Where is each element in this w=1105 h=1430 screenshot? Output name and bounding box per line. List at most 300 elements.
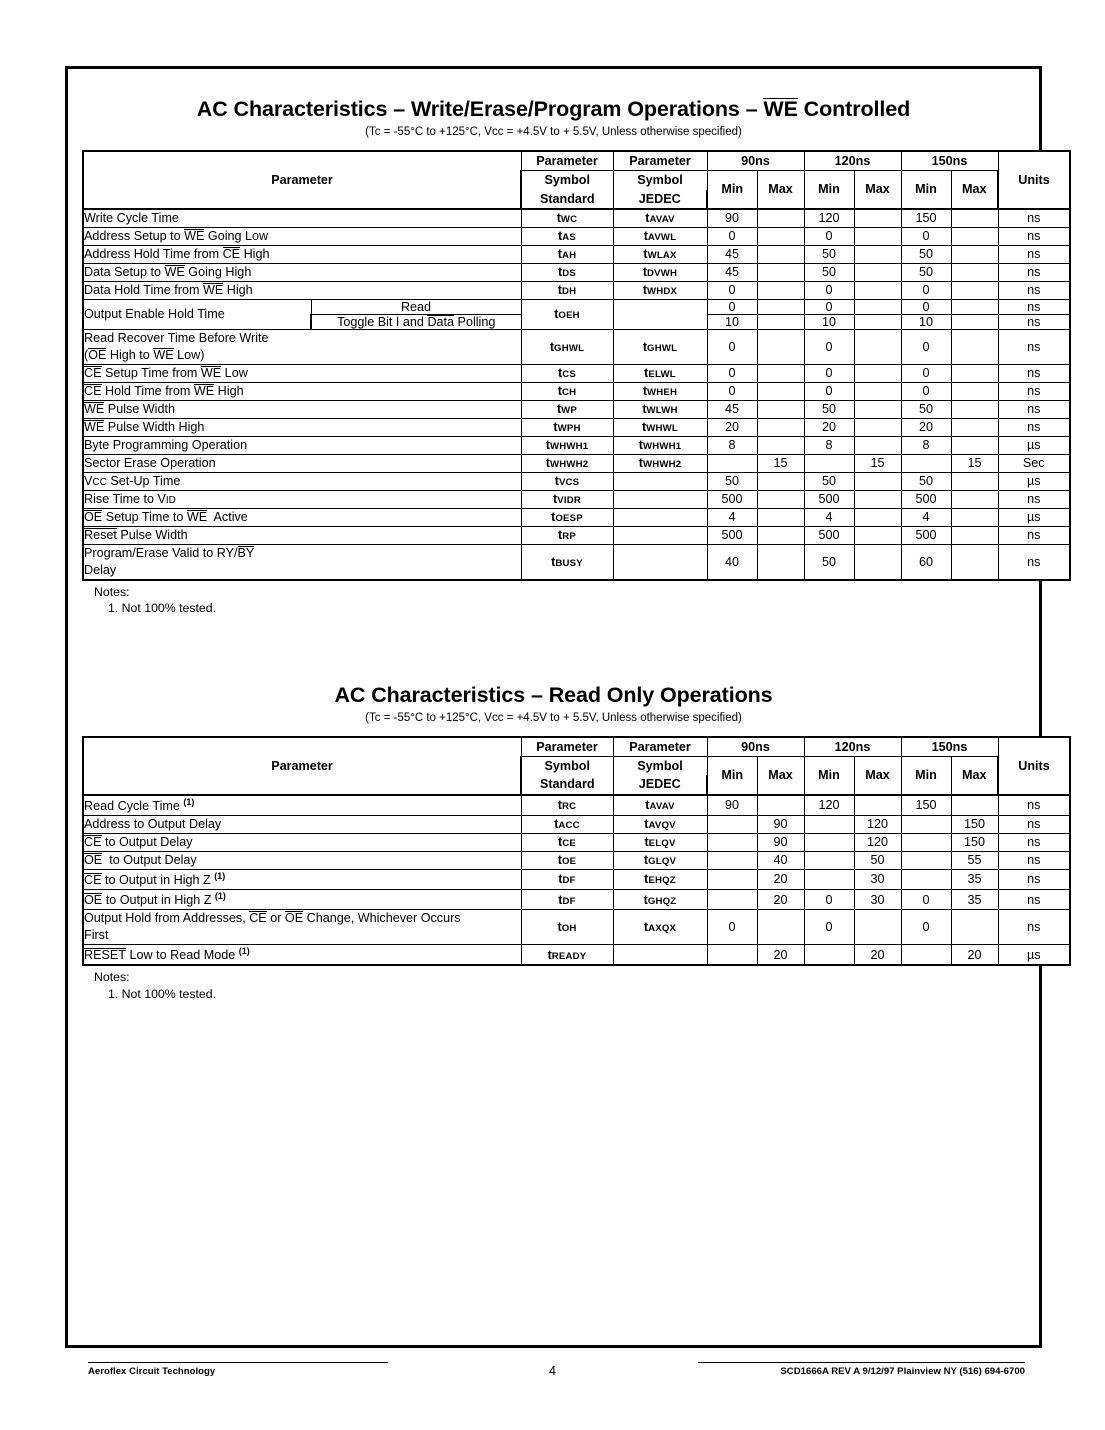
section-spacer [82,617,1025,675]
table2-title: AC Characteristics – Read Only Operations [334,682,773,707]
row-note-ref: (1) [214,870,226,881]
row-sym-std: tOESP [521,508,613,526]
cell-120-min [804,454,854,472]
cell-120-max [854,490,901,508]
table-row [83,281,1070,299]
cell-120-max [854,400,901,418]
footer-company: Aeroflex Circuit Technology [88,1362,388,1377]
notes-title: Notes: [94,970,130,985]
cell-unit: µs [998,472,1070,490]
row-param: OE Setup Time to WE Active [83,508,521,526]
cell-90-max: 20 [757,890,804,910]
row-sym-jedec: tAVAV [613,209,707,228]
th-120ns-min: Min [804,171,854,209]
row-sym-std: tWHWH2 [521,454,613,472]
cell-120-min: 500 [804,526,854,544]
cell-90-min: 0 [707,227,757,245]
cell-150-max [951,364,998,382]
cell-120-max: 30 [854,869,901,889]
cell-90-min [707,945,757,966]
table-row [83,418,1070,436]
cell-unit: ns [998,382,1070,400]
table-row [83,472,1070,490]
row-param: OE to Output in High Z $^{(1)}$ [83,890,521,910]
cell-120-min: 8 [804,436,854,454]
row-param: Data Setup to WE Going High [83,263,521,281]
row-param: VCC Set-Up Time [83,472,521,490]
table-row [83,436,1070,454]
table1-subtitle-text: (Tc = -55°C to +125°C, Vcc = +4.5V to + 5.5V, Unless otherwise specified) [365,126,742,138]
row-sym-std: tWP [521,400,613,418]
th-150ns-max: Max [951,757,998,795]
cell-90-max [757,364,804,382]
row-param: Address to Output Delay [83,815,521,833]
cell-150-max [951,418,998,436]
row-param: CE to Output Delay [83,833,521,851]
table-row [83,815,1070,833]
cell-150-min [901,454,951,472]
cell-unit: ns [998,815,1070,833]
cell-120-max: 50 [854,851,901,869]
row-param: Byte Programming Operation [83,436,521,454]
cell-120-max [854,544,901,580]
row-sym-jedec: tGHWL [613,329,707,364]
page-content [68,69,1050,1345]
footer-page-number: 4 [549,1364,556,1378]
table-row [83,851,1070,869]
row-sym-jedec: tWHDX [613,281,707,299]
row-sym-jedec: tAXQX [613,910,707,945]
table1-title [82,97,1025,122]
cell-unit: ns [998,869,1070,889]
cell-unit: Sec [998,454,1070,472]
cell-120-min: 50 [804,245,854,263]
row-param-line2: First [84,928,109,943]
cell-120-max [854,329,901,364]
cell-150-max [951,227,998,245]
table-row [83,364,1070,382]
row-param: Write Cycle Time [83,209,521,228]
cell-120-min: 500 [804,490,854,508]
cell-150-max [951,329,998,364]
table2-header [83,737,1070,795]
cell-150-max: 15 [951,454,998,472]
cell-150-min: 50 [901,400,951,418]
cell-150-min: 50 [901,472,951,490]
cell-unit: ns [998,910,1070,945]
cell-150-max: 35 [951,890,998,910]
table1-subtitle [82,126,1025,138]
cell-150-max [951,382,998,400]
cell-120-max [854,436,901,454]
th-90ns-max: Max [757,757,804,795]
cell-unit: ns [998,418,1070,436]
row-sym-jedec [613,526,707,544]
th-symbol-standard-l2: Symbol [521,171,613,190]
row-sym-jedec [613,490,707,508]
cell-90-min: 0 [707,364,757,382]
row-param-line1: Read Recover Time Before Write [84,330,269,345]
row-param: CE Setup Time from WE Low [83,364,521,382]
row-sym-std: tWPH [521,418,613,436]
cell-90-min: 0 [707,910,757,945]
th-speed-90ns: 90ns [707,737,804,757]
row-sym-std: tOH [521,910,613,945]
cell-150-min: 0 [901,299,951,314]
row-sym-jedec: tELQV [613,833,707,851]
cell-90-max [757,490,804,508]
cell-90-min [707,833,757,851]
cell-120-max [854,526,901,544]
row-note-ref: (1) [214,891,226,902]
cell-90-min: 8 [707,436,757,454]
cell-120-max: 20 [854,945,901,966]
cell-unit: ns [998,281,1070,299]
row-sym-jedec [613,508,707,526]
row-sym-jedec [613,544,707,580]
cell-90-max: 20 [757,869,804,889]
cell-150-max: 55 [951,851,998,869]
table-row [83,382,1070,400]
th-symbol-standard-l1: Parameter [521,151,613,171]
row-sym-std: tAS [521,227,613,245]
row-param: WE Pulse Width High [83,418,521,436]
cell-unit: ns [998,227,1070,245]
cell-150-max [951,299,998,314]
cell-90-max [757,314,804,329]
row-sym-std: tDH [521,281,613,299]
th-units: Units [998,737,1070,795]
cell-150-min [901,815,951,833]
cell-120-max [854,795,901,816]
row-sym-jedec: tWHWH2 [613,454,707,472]
row-sym-std: tCE [521,833,613,851]
cell-120-max [854,245,901,263]
cell-unit: ns [998,833,1070,851]
cell-120-min: 50 [804,544,854,580]
cell-120-max: 30 [854,890,901,910]
row-param: Data Hold Time from WE High [83,281,521,299]
th-symbol-jedec-l2: Symbol [613,171,707,190]
th-120ns-max: Max [854,171,901,209]
row-sym-std: tRC [521,795,613,816]
note-item: 1. Not 100% tested. [108,601,217,616]
cell-150-max [951,526,998,544]
cell-120-max [854,227,901,245]
cell-90-max: 40 [757,851,804,869]
cell-90-min [707,815,757,833]
table-row [83,508,1070,526]
th-symbol-jedec-l2: Symbol [613,757,707,776]
cell-90-max [757,281,804,299]
th-symbol-jedec-l1: Parameter [613,151,707,171]
row-sym-jedec: tGLQV [613,851,707,869]
cell-120-max [854,364,901,382]
footer-doc-id: SCD1666A REV A 9/12/97 Plainview NY (516) 694-6700 [698,1362,1025,1377]
cell-120-min: 10 [804,314,854,329]
cell-90-max: 15 [757,454,804,472]
cell-150-max [951,795,998,816]
cell-120-max [854,281,901,299]
th-120ns-max: Max [854,757,901,795]
cell-150-min: 0 [901,890,951,910]
row-sym-jedec: tWHWL [613,418,707,436]
cell-unit: ns [998,890,1070,910]
cell-unit: µs [998,945,1070,966]
cell-90-min: 90 [707,209,757,228]
page-footer [0,1358,1105,1398]
row-note-ref: (1) [238,946,250,957]
cell-150-min [901,869,951,889]
cell-90-min: 500 [707,526,757,544]
cell-120-max [854,508,901,526]
row-param: OE to Output Delay [83,851,521,869]
row-sym-std: tOE [521,851,613,869]
cell-150-min: 0 [901,910,951,945]
th-speed-120ns: 120ns [804,737,901,757]
row-sym-jedec: tELWL [613,364,707,382]
cell-150-min: 50 [901,263,951,281]
cell-120-max [854,314,901,329]
row-param: Read Recover Time Before Write (OE High to WE Low) [83,329,521,364]
cell-90-max: 20 [757,945,804,966]
cell-90-min: 0 [707,382,757,400]
th-speed-120ns: 120ns [804,151,901,171]
table-row [83,454,1070,472]
table-row [83,526,1070,544]
cell-unit: ns [998,795,1070,816]
cell-120-min: 120 [804,795,854,816]
cell-150-min: 150 [901,209,951,228]
cell-120-min: 0 [804,890,854,910]
cell-150-max [951,508,998,526]
cell-120-max [854,910,901,945]
cell-90-max: 90 [757,833,804,851]
row-param: Address Hold Time from CE High [83,245,521,263]
cell-120-min: 4 [804,508,854,526]
row-sym-jedec: tAVQV [613,815,707,833]
table-row [83,400,1070,418]
cell-120-min: 0 [804,910,854,945]
cell-90-min [707,851,757,869]
row-sym-jedec: tWLAX [613,245,707,263]
cell-150-min: 8 [901,436,951,454]
cell-90-max [757,382,804,400]
notes-title: Notes: [94,584,130,599]
page-border [65,66,1050,1348]
cell-90-min: 500 [707,490,757,508]
table-row [83,263,1070,281]
row-param: Address Setup to WE Going Low [83,227,521,245]
table1-title-pre: AC Characteristics – Write/Erase/Program Operations – [196,97,764,121]
cell-unit: ns [998,544,1070,580]
cell-120-max [854,263,901,281]
cell-150-max [951,544,998,580]
cell-unit: ns [998,329,1070,364]
table-row [83,945,1070,966]
row-sym-std: tVIDR [521,490,613,508]
cell-150-max: 150 [951,833,998,851]
row-param: CE to Output in High Z $^{(1)}$ [83,869,521,889]
cell-150-max [951,281,998,299]
cell-90-min: 0 [707,299,757,314]
th-symbol-standard-l3: Standard [521,775,613,794]
cell-90-min: 45 [707,400,757,418]
row-param: Sector Erase Operation [83,454,521,472]
cell-90-min [707,869,757,889]
row-sym-std: tBUSY [521,544,613,580]
cell-150-min: 0 [901,281,951,299]
table-row [83,869,1070,889]
cell-120-max [854,382,901,400]
cell-150-max [951,209,998,228]
cell-120-min [804,869,854,889]
ac-write-erase-program-table [82,150,1071,581]
cell-90-min: 0 [707,329,757,364]
cell-150-max [951,245,998,263]
cell-unit: ns [998,299,1070,314]
th-symbol-standard-l2: Symbol [521,757,613,776]
cell-150-max: 20 [951,945,998,966]
cell-120-min: 50 [804,400,854,418]
table1-header [83,151,1070,209]
cell-150-min: 20 [901,418,951,436]
cell-120-min: 50 [804,263,854,281]
note-item: 1. Not 100% tested. [108,987,217,1002]
th-120ns-min: Min [804,757,854,795]
table1-notes [94,584,1025,617]
th-150ns-min: Min [901,757,951,795]
cell-150-max [951,263,998,281]
cell-90-max: 90 [757,815,804,833]
cell-unit: ns [998,245,1070,263]
cell-unit: µs [998,436,1070,454]
cell-90-max [757,418,804,436]
table-row [83,245,1070,263]
table1-title-overline-we: WE [763,97,798,121]
cell-unit: ns [998,400,1070,418]
th-symbol-jedec-l3: JEDEC [613,775,707,794]
cell-120-min [804,833,854,851]
th-90ns-min: Min [707,171,757,209]
th-parameter: Parameter [83,737,521,795]
cell-120-min [804,851,854,869]
row-sym-std: tWC [521,209,613,228]
row-sym-jedec: tWHWH1 [613,436,707,454]
cell-150-max [951,314,998,329]
row-subparam-read: Read [311,299,521,314]
cell-150-min [901,851,951,869]
row-sym-std: tAH [521,245,613,263]
cell-90-max [757,472,804,490]
cell-150-min [901,945,951,966]
cell-150-min: 0 [901,227,951,245]
row-param: Reset Pulse Width [83,526,521,544]
cell-120-min: 0 [804,329,854,364]
cell-150-min: 10 [901,314,951,329]
row-param [83,795,521,816]
table-row [83,795,1070,816]
table-row [83,833,1070,851]
cell-120-max: 15 [854,454,901,472]
cell-90-max [757,400,804,418]
table-row [83,890,1070,910]
row-subparam-toggle-bit: Toggle Bit I and Data Polling [311,314,521,329]
cell-150-max: 150 [951,815,998,833]
table2-notes [94,969,1025,1002]
row-sym-std: tDF [521,869,613,889]
cell-120-max: 120 [854,815,901,833]
row-sym-jedec: tAVAV [613,795,707,816]
row-sym-std: tOEH [521,299,613,329]
row-sym-jedec [613,299,707,329]
cell-90-max [757,329,804,364]
row-sym-std: tDS [521,263,613,281]
cell-120-min: 0 [804,299,854,314]
row-sym-jedec: tGHQZ [613,890,707,910]
cell-120-min: 0 [804,382,854,400]
row-sym-std: tREADY [521,945,613,966]
table2-subtitle-text: (Tc = -55°C to +125°C, Vcc = +4.5V to + 5.5V, Unless otherwise specified) [365,711,742,724]
cell-150-min: 50 [901,245,951,263]
cell-150-max [951,910,998,945]
table-row [83,329,1070,364]
th-150ns-min: Min [901,171,951,209]
cell-90-min: 90 [707,795,757,816]
cell-90-min [707,890,757,910]
cell-90-min: 0 [707,281,757,299]
row-sym-jedec [613,945,707,966]
table-row [83,490,1070,508]
cell-150-max [951,400,998,418]
cell-90-max [757,436,804,454]
th-90ns-min: Min [707,757,757,795]
cell-90-min: 40 [707,544,757,580]
cell-120-min [804,815,854,833]
cell-unit: ns [998,263,1070,281]
cell-150-max [951,436,998,454]
cell-unit: µs [998,508,1070,526]
cell-90-max [757,910,804,945]
cell-150-min: 4 [901,508,951,526]
cell-90-max [757,544,804,580]
cell-unit: ns [998,851,1070,869]
cell-90-max [757,526,804,544]
cell-90-min: 50 [707,472,757,490]
cell-120-max [854,418,901,436]
row-param: Output Enable Hold Time [83,299,311,329]
th-speed-150ns: 150ns [901,737,998,757]
cell-120-max [854,299,901,314]
cell-120-min: 0 [804,364,854,382]
row-sym-std: tDF [521,890,613,910]
cell-150-min [901,833,951,851]
table-row [83,299,1070,314]
table-row [83,910,1070,945]
cell-150-min: 500 [901,490,951,508]
cell-150-max [951,490,998,508]
cell-120-min: 0 [804,227,854,245]
cell-90-min: 10 [707,314,757,329]
row-sym-jedec: tDVWH [613,263,707,281]
cell-90-max [757,227,804,245]
cell-150-min: 0 [901,364,951,382]
row-note-ref: (1) [183,796,195,807]
table-row [83,544,1070,580]
cell-unit: ns [998,209,1070,228]
cell-120-min [804,945,854,966]
th-symbol-standard-l1: Parameter [521,737,613,757]
